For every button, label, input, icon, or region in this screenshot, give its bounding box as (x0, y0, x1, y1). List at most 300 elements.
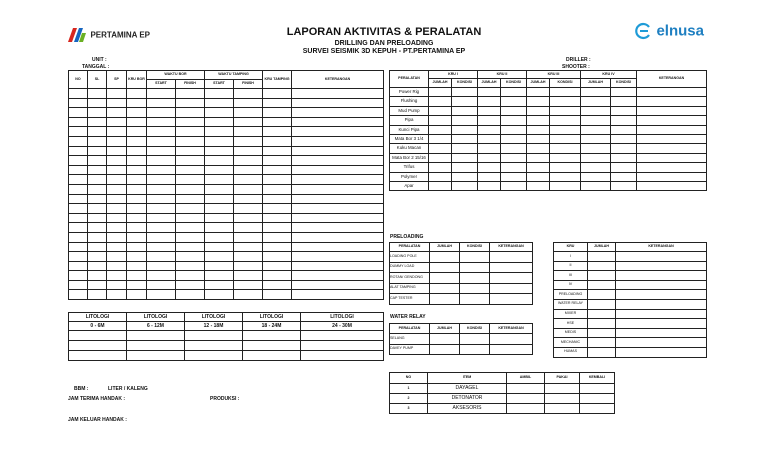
table-cell[interactable] (611, 153, 637, 162)
table-cell[interactable] (127, 108, 147, 118)
table-cell[interactable] (147, 117, 176, 127)
table-cell[interactable] (176, 204, 205, 214)
table-cell[interactable] (88, 290, 107, 300)
table-cell[interactable] (205, 271, 234, 281)
table-cell[interactable] (430, 334, 460, 345)
table-cell[interactable] (88, 89, 107, 99)
table-cell[interactable] (205, 213, 234, 223)
table-cell[interactable] (176, 98, 205, 108)
table-cell[interactable] (88, 156, 107, 166)
table-cell[interactable] (147, 194, 176, 204)
table-cell[interactable] (292, 136, 384, 146)
table-cell[interactable] (69, 280, 88, 290)
table-cell[interactable] (205, 280, 234, 290)
table-cell[interactable] (234, 89, 263, 99)
table-cell[interactable] (637, 106, 707, 115)
table-cell[interactable] (292, 204, 384, 214)
table-cell[interactable] (88, 165, 107, 175)
table-cell[interactable] (127, 175, 147, 185)
table-cell[interactable] (263, 223, 292, 233)
table-cell[interactable] (263, 127, 292, 137)
table-cell[interactable] (616, 261, 707, 271)
table-cell[interactable] (205, 232, 234, 242)
table-cell[interactable] (588, 290, 616, 300)
table-cell[interactable] (452, 134, 478, 143)
table-cell[interactable] (611, 181, 637, 190)
table-cell[interactable] (127, 290, 147, 300)
table-cell[interactable] (176, 280, 205, 290)
table-cell[interactable] (107, 252, 127, 262)
table-cell[interactable] (452, 144, 478, 153)
table-cell[interactable] (176, 165, 205, 175)
table-cell[interactable] (452, 116, 478, 125)
table-cell[interactable] (429, 144, 452, 153)
table-cell[interactable] (611, 144, 637, 153)
table-cell[interactable] (127, 223, 147, 233)
table-cell[interactable] (292, 280, 384, 290)
table-cell[interactable] (147, 252, 176, 262)
table-cell[interactable] (205, 156, 234, 166)
table-cell[interactable] (263, 184, 292, 194)
table-cell[interactable] (478, 125, 501, 134)
table-cell[interactable] (478, 97, 501, 106)
table-cell[interactable] (88, 184, 107, 194)
table-cell[interactable] (611, 163, 637, 172)
table-cell[interactable] (637, 172, 707, 181)
table-cell[interactable] (127, 252, 147, 262)
table-cell[interactable] (107, 232, 127, 242)
table-cell[interactable] (88, 108, 107, 118)
table-cell[interactable] (292, 98, 384, 108)
table-cell[interactable] (550, 153, 581, 162)
table-cell[interactable] (107, 261, 127, 271)
table-cell[interactable] (637, 97, 707, 106)
table-cell[interactable] (637, 144, 707, 153)
table-cell[interactable] (581, 134, 611, 143)
table-cell[interactable] (292, 89, 384, 99)
table-cell[interactable] (501, 181, 527, 190)
table-cell[interactable] (581, 163, 611, 172)
table-cell[interactable] (429, 163, 452, 172)
table-cell[interactable] (452, 181, 478, 190)
table-cell[interactable] (107, 89, 127, 99)
table-cell[interactable] (147, 156, 176, 166)
table-cell[interactable] (611, 125, 637, 134)
table-cell[interactable] (205, 204, 234, 214)
table-cell[interactable] (176, 290, 205, 300)
table-cell[interactable] (107, 146, 127, 156)
table-cell[interactable] (234, 242, 263, 252)
table-cell[interactable] (550, 116, 581, 125)
table-cell[interactable] (588, 338, 616, 348)
table-cell[interactable] (88, 213, 107, 223)
table-cell[interactable] (176, 156, 205, 166)
table-cell[interactable] (490, 294, 533, 305)
table-cell[interactable] (205, 89, 234, 99)
table-cell[interactable] (263, 261, 292, 271)
table-cell[interactable] (292, 156, 384, 166)
table-cell[interactable] (588, 319, 616, 329)
table-cell[interactable] (292, 184, 384, 194)
table-cell[interactable] (550, 88, 581, 97)
table-cell[interactable] (234, 194, 263, 204)
table-cell[interactable] (69, 117, 88, 127)
table-cell[interactable] (490, 283, 533, 294)
table-cell[interactable] (611, 116, 637, 125)
table-cell[interactable] (147, 242, 176, 252)
table-cell[interactable] (234, 98, 263, 108)
table-cell[interactable] (234, 108, 263, 118)
table-cell[interactable] (263, 175, 292, 185)
table-cell[interactable] (127, 261, 147, 271)
table-cell[interactable] (127, 213, 147, 223)
table-cell[interactable] (527, 88, 550, 97)
table-cell[interactable] (501, 172, 527, 181)
table-cell[interactable] (147, 290, 176, 300)
table-cell[interactable] (263, 194, 292, 204)
table-cell[interactable] (429, 88, 452, 97)
table-cell[interactable] (205, 98, 234, 108)
table-cell[interactable] (147, 136, 176, 146)
table-cell[interactable] (127, 98, 147, 108)
table-cell[interactable] (263, 146, 292, 156)
table-cell[interactable] (147, 232, 176, 242)
table-cell[interactable] (501, 163, 527, 172)
table-cell[interactable] (234, 232, 263, 242)
table-cell[interactable] (501, 88, 527, 97)
table-cell[interactable] (176, 232, 205, 242)
table-cell[interactable] (460, 334, 490, 345)
table-cell[interactable] (88, 136, 107, 146)
table-cell[interactable] (452, 125, 478, 134)
table-cell[interactable] (292, 232, 384, 242)
table-cell[interactable] (127, 184, 147, 194)
table-cell[interactable] (550, 125, 581, 134)
table-cell[interactable] (581, 144, 611, 153)
table-cell[interactable] (611, 172, 637, 181)
table-cell[interactable] (69, 127, 88, 137)
table-cell[interactable] (478, 181, 501, 190)
table-cell[interactable] (527, 153, 550, 162)
table-cell[interactable] (550, 106, 581, 115)
table-cell[interactable] (69, 156, 88, 166)
table-cell[interactable] (234, 213, 263, 223)
table-cell[interactable] (147, 89, 176, 99)
table-cell[interactable] (430, 262, 460, 273)
table-cell[interactable] (637, 181, 707, 190)
table-cell[interactable] (292, 271, 384, 281)
table-cell[interactable] (176, 261, 205, 271)
table-cell[interactable] (588, 299, 616, 309)
table-cell[interactable] (69, 290, 88, 300)
table-cell[interactable] (588, 328, 616, 338)
table-cell[interactable] (205, 290, 234, 300)
table-cell[interactable] (501, 125, 527, 134)
table-cell[interactable] (176, 127, 205, 137)
table-cell[interactable] (147, 108, 176, 118)
table-cell[interactable] (234, 204, 263, 214)
table-cell[interactable] (234, 223, 263, 233)
table-cell[interactable] (263, 117, 292, 127)
table-cell[interactable] (478, 116, 501, 125)
table-cell[interactable] (292, 194, 384, 204)
table-cell[interactable] (292, 213, 384, 223)
table-cell[interactable] (550, 181, 581, 190)
table-cell[interactable] (176, 117, 205, 127)
table-cell[interactable] (88, 223, 107, 233)
table-cell[interactable] (107, 98, 127, 108)
table-cell[interactable] (127, 127, 147, 137)
table-cell[interactable] (176, 89, 205, 99)
table-cell[interactable] (88, 261, 107, 271)
table-cell[interactable] (581, 106, 611, 115)
table-cell[interactable] (234, 290, 263, 300)
table-cell[interactable] (460, 262, 490, 273)
table-cell[interactable] (69, 136, 88, 146)
table-cell[interactable] (88, 252, 107, 262)
table-cell[interactable] (430, 273, 460, 284)
table-cell[interactable] (88, 242, 107, 252)
table-cell[interactable] (127, 194, 147, 204)
table-cell[interactable] (501, 97, 527, 106)
table-cell[interactable] (616, 280, 707, 290)
table-cell[interactable] (176, 213, 205, 223)
table-cell[interactable] (611, 88, 637, 97)
table-cell[interactable] (127, 271, 147, 281)
table-cell[interactable] (581, 116, 611, 125)
table-cell[interactable] (550, 97, 581, 106)
table-cell[interactable] (550, 163, 581, 172)
table-cell[interactable] (176, 136, 205, 146)
table-cell[interactable] (69, 204, 88, 214)
table-cell[interactable] (616, 347, 707, 357)
table-cell[interactable] (234, 252, 263, 262)
table-cell[interactable] (107, 108, 127, 118)
table-cell[interactable] (127, 136, 147, 146)
table-cell[interactable] (127, 117, 147, 127)
table-cell[interactable] (88, 232, 107, 242)
table-cell[interactable] (292, 165, 384, 175)
table-cell[interactable] (430, 344, 460, 355)
table-cell[interactable] (176, 271, 205, 281)
table-cell[interactable] (88, 117, 107, 127)
table-cell[interactable] (490, 252, 533, 263)
table-cell[interactable] (616, 271, 707, 281)
table-cell[interactable] (527, 144, 550, 153)
table-cell[interactable] (637, 125, 707, 134)
table-cell[interactable] (616, 252, 707, 262)
table-cell[interactable] (452, 97, 478, 106)
table-cell[interactable] (69, 165, 88, 175)
table-cell[interactable] (88, 204, 107, 214)
table-cell[interactable] (616, 319, 707, 329)
table-cell[interactable] (107, 280, 127, 290)
table-cell[interactable] (147, 165, 176, 175)
table-cell[interactable] (107, 204, 127, 214)
table-cell[interactable] (127, 156, 147, 166)
table-cell[interactable] (107, 290, 127, 300)
table-cell[interactable] (490, 344, 533, 355)
table-cell[interactable] (527, 134, 550, 143)
table-cell[interactable] (176, 242, 205, 252)
table-cell[interactable] (637, 134, 707, 143)
table-cell[interactable] (176, 175, 205, 185)
table-cell[interactable] (205, 108, 234, 118)
table-cell[interactable] (452, 153, 478, 162)
table-cell[interactable] (429, 181, 452, 190)
table-cell[interactable] (452, 106, 478, 115)
table-cell[interactable] (263, 89, 292, 99)
table-cell[interactable] (292, 252, 384, 262)
table-cell[interactable] (205, 175, 234, 185)
table-cell[interactable] (69, 271, 88, 281)
table-cell[interactable] (107, 165, 127, 175)
table-cell[interactable] (478, 163, 501, 172)
table-cell[interactable] (234, 136, 263, 146)
table-cell[interactable] (147, 127, 176, 137)
table-cell[interactable] (501, 116, 527, 125)
table-cell[interactable] (127, 89, 147, 99)
table-cell[interactable] (263, 290, 292, 300)
table-cell[interactable] (460, 283, 490, 294)
table-cell[interactable] (478, 153, 501, 162)
table-cell[interactable] (69, 252, 88, 262)
table-cell[interactable] (88, 175, 107, 185)
table-cell[interactable] (501, 144, 527, 153)
table-cell[interactable] (501, 153, 527, 162)
table-cell[interactable] (205, 223, 234, 233)
table-cell[interactable] (107, 184, 127, 194)
table-cell[interactable] (234, 156, 263, 166)
table-cell[interactable] (292, 127, 384, 137)
table-cell[interactable] (478, 134, 501, 143)
table-cell[interactable] (263, 98, 292, 108)
table-cell[interactable] (107, 213, 127, 223)
table-cell[interactable] (205, 127, 234, 137)
table-cell[interactable] (263, 280, 292, 290)
table-cell[interactable] (69, 232, 88, 242)
table-cell[interactable] (430, 294, 460, 305)
table-cell[interactable] (263, 271, 292, 281)
table-cell[interactable] (452, 88, 478, 97)
table-cell[interactable] (527, 172, 550, 181)
table-cell[interactable] (107, 127, 127, 137)
table-cell[interactable] (263, 232, 292, 242)
table-cell[interactable] (147, 175, 176, 185)
table-cell[interactable] (147, 204, 176, 214)
table-cell[interactable] (234, 146, 263, 156)
table-cell[interactable] (127, 242, 147, 252)
table-cell[interactable] (147, 213, 176, 223)
table-cell[interactable] (430, 283, 460, 294)
table-cell[interactable] (292, 108, 384, 118)
table-cell[interactable] (69, 213, 88, 223)
table-cell[interactable] (263, 165, 292, 175)
table-cell[interactable] (69, 98, 88, 108)
table-cell[interactable] (637, 88, 707, 97)
table-cell[interactable] (205, 184, 234, 194)
table-cell[interactable] (127, 146, 147, 156)
table-cell[interactable] (429, 125, 452, 134)
table-cell[interactable] (205, 261, 234, 271)
table-cell[interactable] (527, 125, 550, 134)
table-cell[interactable] (490, 334, 533, 345)
table-cell[interactable] (107, 271, 127, 281)
table-cell[interactable] (292, 223, 384, 233)
table-cell[interactable] (637, 153, 707, 162)
table-cell[interactable] (460, 294, 490, 305)
table-cell[interactable] (429, 153, 452, 162)
table-cell[interactable] (527, 97, 550, 106)
table-cell[interactable] (478, 106, 501, 115)
table-cell[interactable] (107, 156, 127, 166)
table-cell[interactable] (292, 242, 384, 252)
table-cell[interactable] (234, 165, 263, 175)
table-cell[interactable] (263, 252, 292, 262)
table-cell[interactable] (460, 344, 490, 355)
table-cell[interactable] (205, 146, 234, 156)
table-cell[interactable] (460, 273, 490, 284)
table-cell[interactable] (527, 163, 550, 172)
table-cell[interactable] (588, 271, 616, 281)
table-cell[interactable] (205, 252, 234, 262)
table-cell[interactable] (501, 106, 527, 115)
table-cell[interactable] (107, 223, 127, 233)
table-cell[interactable] (616, 290, 707, 300)
table-cell[interactable] (205, 194, 234, 204)
table-cell[interactable] (88, 194, 107, 204)
table-cell[interactable] (69, 108, 88, 118)
table-cell[interactable] (176, 108, 205, 118)
table-cell[interactable] (205, 242, 234, 252)
table-cell[interactable] (147, 146, 176, 156)
table-cell[interactable] (616, 309, 707, 319)
table-cell[interactable] (88, 271, 107, 281)
table-cell[interactable] (234, 117, 263, 127)
table-cell[interactable] (88, 127, 107, 137)
table-cell[interactable] (69, 261, 88, 271)
table-cell[interactable] (611, 134, 637, 143)
table-cell[interactable] (527, 106, 550, 115)
table-cell[interactable] (147, 223, 176, 233)
table-cell[interactable] (588, 261, 616, 271)
table-cell[interactable] (127, 165, 147, 175)
table-cell[interactable] (205, 136, 234, 146)
table-cell[interactable] (263, 204, 292, 214)
table-cell[interactable] (478, 144, 501, 153)
table-cell[interactable] (581, 181, 611, 190)
table-cell[interactable] (581, 153, 611, 162)
table-cell[interactable] (429, 116, 452, 125)
table-cell[interactable] (478, 172, 501, 181)
table-cell[interactable] (292, 117, 384, 127)
table-cell[interactable] (107, 242, 127, 252)
table-cell[interactable] (588, 309, 616, 319)
table-cell[interactable] (176, 223, 205, 233)
table-cell[interactable] (616, 299, 707, 309)
table-cell[interactable] (88, 98, 107, 108)
table-cell[interactable] (263, 156, 292, 166)
table-cell[interactable] (429, 172, 452, 181)
table-cell[interactable] (205, 165, 234, 175)
table-cell[interactable] (292, 175, 384, 185)
table-cell[interactable] (147, 98, 176, 108)
table-cell[interactable] (69, 146, 88, 156)
table-cell[interactable] (88, 146, 107, 156)
table-cell[interactable] (550, 144, 581, 153)
table-cell[interactable] (205, 117, 234, 127)
table-cell[interactable] (637, 163, 707, 172)
